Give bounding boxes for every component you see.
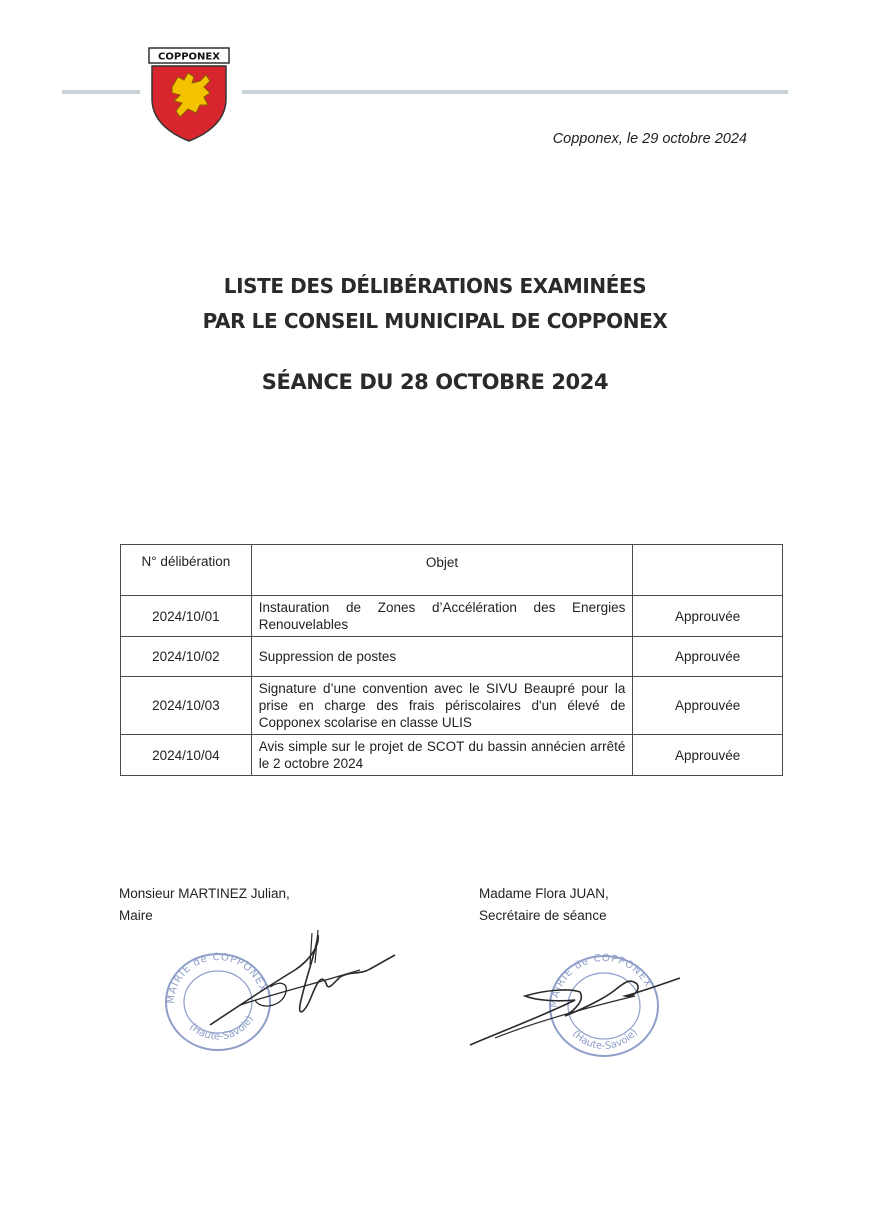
deliberation-object: Suppression de postes (251, 637, 633, 677)
table-row (121, 596, 783, 637)
deliberation-status: Approuvée (633, 735, 783, 776)
deliberation-number: 2024/10/02 (121, 637, 252, 677)
deliberation-number: 2024/10/03 (121, 677, 252, 735)
secretary-signature (465, 960, 685, 1055)
signatory-name: Madame Flora JUAN, (479, 886, 609, 901)
header-rule-right (242, 90, 788, 94)
deliberation-number: 2024/10/01 (121, 596, 252, 637)
stamp-bottom-text: (Haute-Savoie) (569, 1027, 640, 1052)
table-row (121, 637, 783, 677)
signatory-mayor (119, 883, 290, 927)
signatory-name: Monsieur MARTINEZ Julian, (119, 886, 290, 901)
deliberation-status: Approuvée (633, 677, 783, 735)
table-row (121, 677, 783, 735)
table-row (121, 735, 783, 776)
deliberation-object: Signature d’une convention avec le SIVU Beaupré pour la prise en charge des frais périscolaires d'un élevé de Copponex scolarise en classe ULIS (251, 677, 633, 735)
page-title-line-1: LISTE DES DÉLIBÉRATIONS EXAMINÉES (223, 274, 647, 298)
date-line: Copponex, le 29 octobre 2024 (552, 131, 747, 147)
table-header-row (121, 545, 783, 596)
deliberation-number: 2024/10/04 (121, 735, 252, 776)
deliberation-status: Approuvée (633, 637, 783, 677)
page-title-line-2: PAR LE CONSEIL MUNICIPAL DE COPPONEX (202, 309, 668, 333)
signatory-secretary (479, 883, 609, 927)
stamp-bottom-text: (Haute-Savoie) (187, 1014, 256, 1043)
signatory-role: Secrétaire de séance (479, 908, 607, 923)
stamp-top-text: MAIRIE de COPPONEX (548, 952, 654, 1009)
logo-banner-text: COPPONEX (158, 51, 220, 63)
column-header-object: Objet (251, 545, 633, 596)
column-header-number: N° délibération (121, 545, 252, 596)
column-header-status (633, 545, 783, 596)
signatory-role: Maire (119, 908, 153, 923)
deliberation-object: Instauration de Zones d’Accélération des Energies Renouvelables (251, 596, 633, 637)
header-rule-left (62, 90, 140, 94)
session-title: SÉANCE DU 28 OCTOBRE 2024 (261, 370, 609, 394)
deliberation-object: Avis simple sur le projet de SCOT du bassin annécien arrêté le 2 octobre 2024 (251, 735, 633, 776)
deliberation-status: Approuvée (633, 596, 783, 637)
deliberations-table (120, 544, 783, 776)
stamp-top-text: MAIRIE de COPPONEX (165, 951, 269, 1005)
copponex-shield-logo (148, 47, 230, 143)
mayor-signature (200, 925, 400, 1035)
